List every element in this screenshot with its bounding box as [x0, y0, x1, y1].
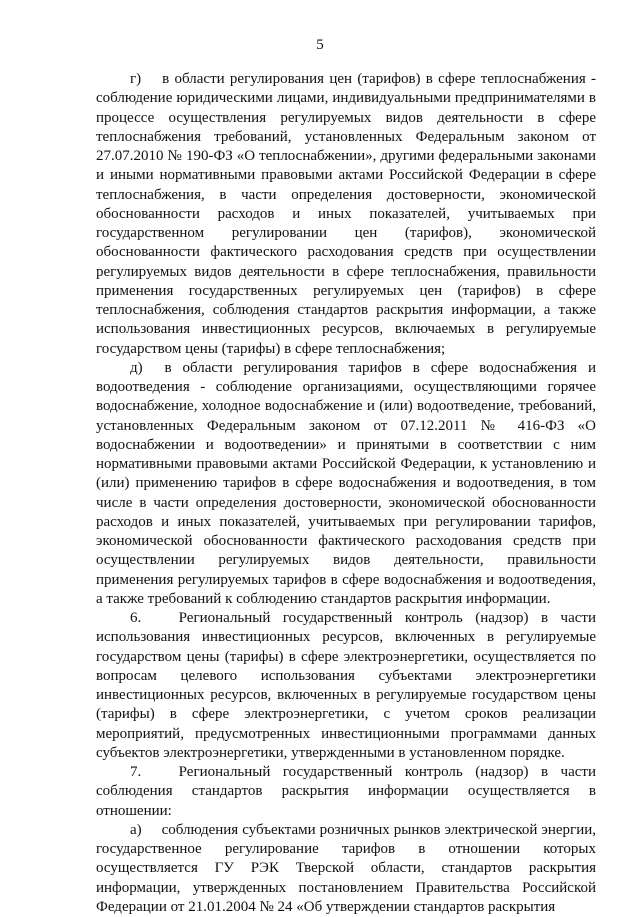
paragraph-6-investment-resources: 6. Региональный государственный контроль (надзор) в части использования инвестиционных ресурсов, включенных в регулируемые государством цены (тарифы) в сфере электроэнергетики, осуществляется по вопросам целевого использования субъектами электроэнергетики инвестиционных ресурсов, включенных в регулируемые государством цены (тарифы) в сфере электроэнергетики, с учетом сроков реализации мероприятий, предусмотренных инвестиционными программами данных субъектов электроэнергетики, утвержденными в установленном порядке. [96, 610, 596, 761]
document-body [96, 70, 596, 917]
paragraph-g-heat-supply: г) в области регулирования цен (тарифов) в сфере теплоснабжения - соблюдение юридическими лицами, индивидуальными предпринимателями в процессе осуществления регулируемых видов деятельности в сфере теплоснабжения требований, установленных Федеральным законом от 27.07.2010 № 190-ФЗ «О теплоснабжении», другими федеральными законами и иными нормативными правовыми актами Российской Федерации в сфере теплоснабжения, в части определения достоверности, экономической обоснованности расходов и иных показателей, учитываемых при государственном регулировании цен (тарифов), экономической обоснованности фактического расходования средств при осуществлении регулируемых видов деятельности в сфере теплоснабжения, правильности применения государственных регулируемых цен (тарифов) в сфере теплоснабжения, соблюдения стандартов раскрытия информации, а также использования инвестиционных ресурсов, включаемых в регулируемые государством цены (тарифы) в сфере теплоснабжения; [96, 71, 596, 357]
page-number: 5 [316, 37, 324, 53]
paragraph-7-disclosure-standards: 7. Региональный государственный контроль (надзор) в части соблюдения стандартов раскрытия информации осуществляется в отношении: [96, 764, 596, 819]
paragraph-a-retail-markets: а) соблюдения субъектами розничных рынков электрической энергии, государственное регулирование тарифов в отношении которых осуществляется ГУ РЭК Тверской области, стандартов раскрытия информации, утвержденных постановлением Правительства Российской Федерации от 21.01.2004 № 24 «Об утверждении стандартов раскрытия [96, 821, 596, 915]
paragraph-d-water-supply: д) в области регулирования тарифов в сфере водоснабжения и водоотведения - соблюдение организациями, осуществляющими горячее водоснабжение, холодное водоснабжение и (или) водоотведение, требований, установленных Федеральным законом от 07.12.2011 № 416-ФЗ «О водоснабжении и водоотведении» и принятыми в соответствии с ним нормативными правовыми актами Российской Федерации, к установлению и (или) применению тарифов в сфере водоснабжения и водоотведения, в том числе в части определения достоверности, экономической обоснованности расходов и иных показателей, учитываемых при регулировании тарифов, экономической обоснованности фактического расходования средств при осуществлении регулируемых видов деятельности, правильности применения регулируемых тарифов в сфере водоснабжения и водоотведения, а также требований к соблюдению стандартов раскрытия информации. [96, 359, 596, 607]
